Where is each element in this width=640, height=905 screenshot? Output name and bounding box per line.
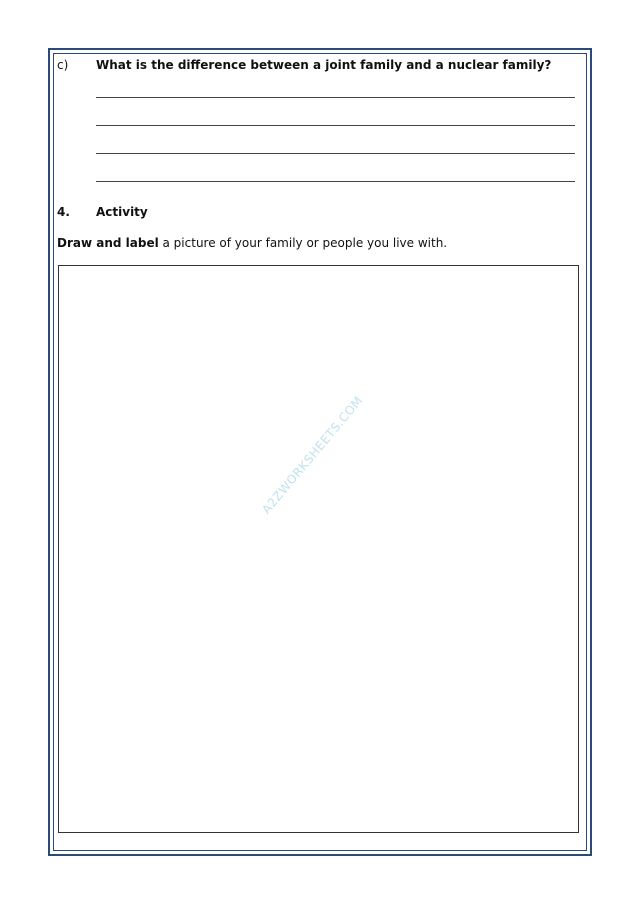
question-label: c) <box>57 58 69 72</box>
section-number: 4. <box>57 205 70 219</box>
answer-line[interactable] <box>96 153 575 154</box>
activity-instruction <box>57 236 447 250</box>
answer-line[interactable] <box>96 97 575 98</box>
drawing-box[interactable] <box>58 265 579 833</box>
section-title: Activity <box>96 205 148 219</box>
watermark: A2ZWORKSHEETS.COM <box>259 393 366 517</box>
question-text: What is the difference between a joint family and a nuclear family? <box>96 58 552 72</box>
instruction-text: a picture of your family or people you live with. <box>158 236 448 250</box>
answer-line[interactable] <box>96 181 575 182</box>
answer-line[interactable] <box>96 125 575 126</box>
instruction-emphasis: Draw and label <box>57 236 159 250</box>
